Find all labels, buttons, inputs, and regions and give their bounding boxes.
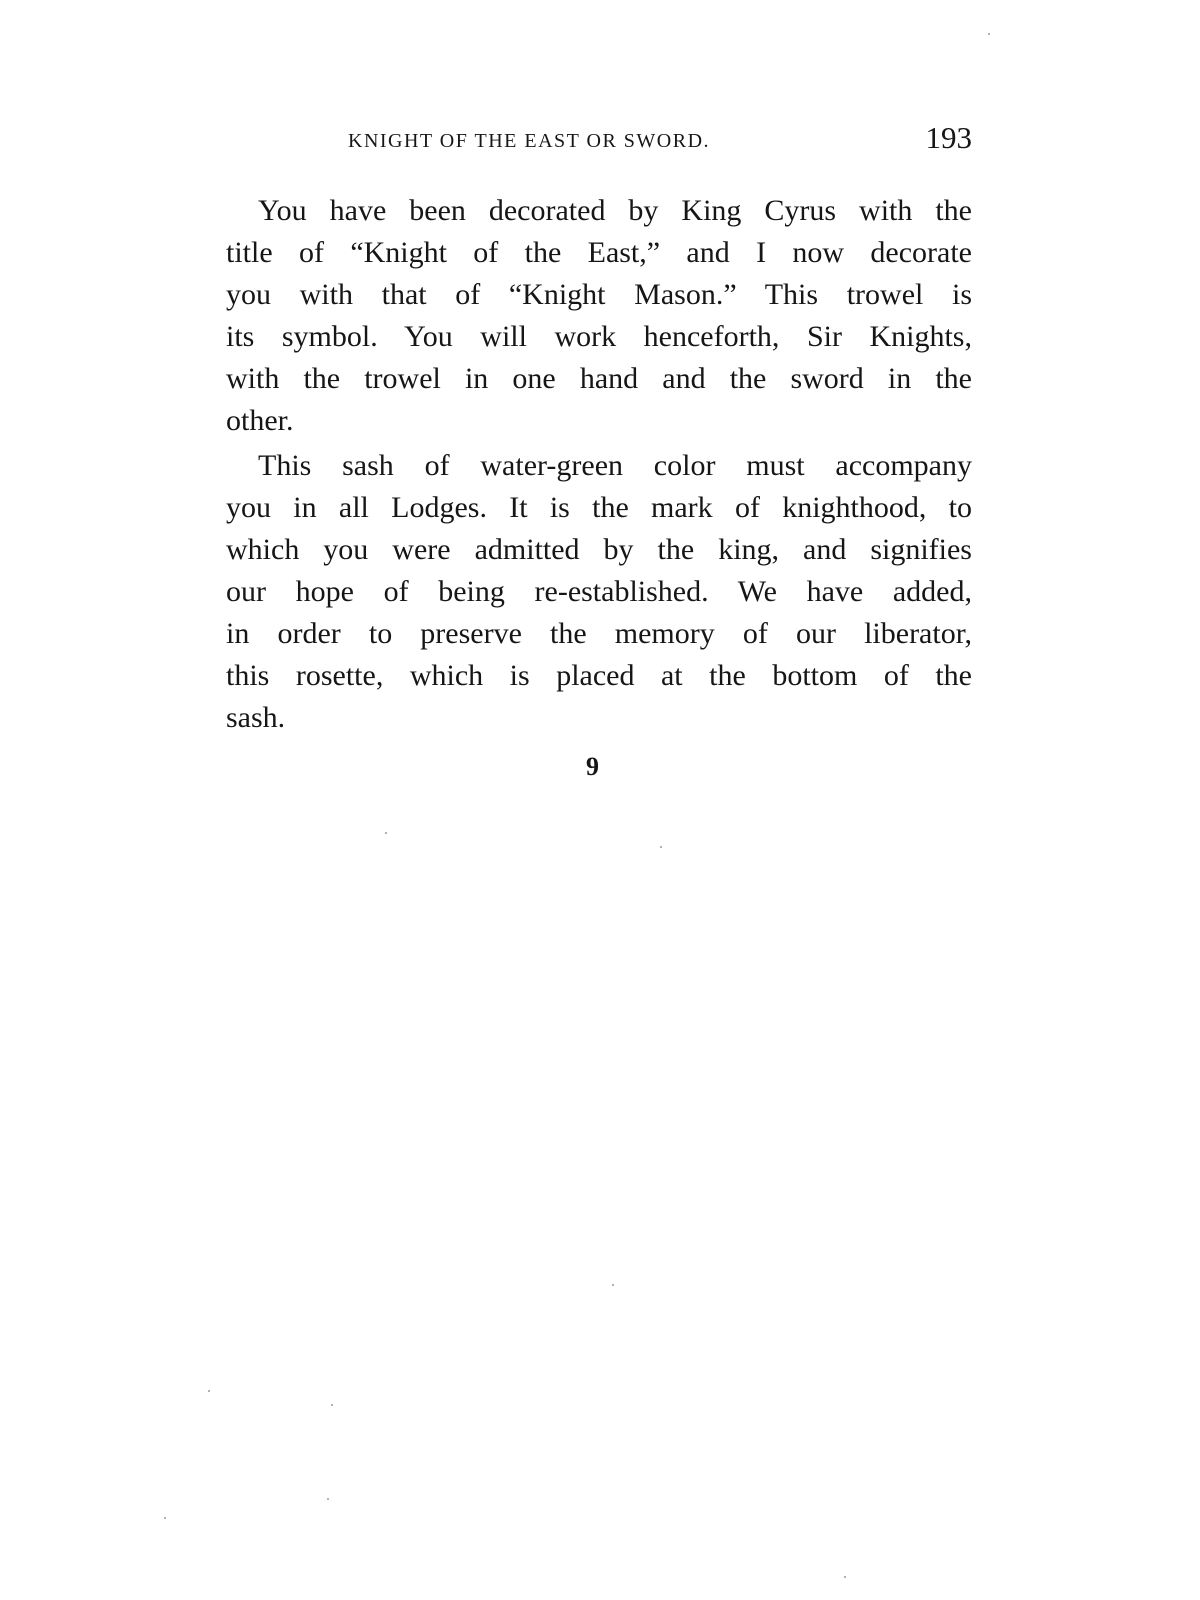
text-line: in order to preserve the memory of our liberator, [226,617,972,650]
text-line: other. [226,404,294,437]
text-line: with the trowel in one hand and the sword in the [226,362,972,395]
text-line: our hope of being re-established. We have added, [226,575,972,608]
scan-speck [844,1576,846,1578]
scan-speck [327,1498,329,1500]
scan-speck [385,832,387,834]
paragraph-2 [226,445,972,739]
text-line: you with that of “Knight Mason.” This trowel is [226,278,972,311]
body-text [226,190,972,739]
running-title: KNIGHT OF THE EAST OR SWORD. [348,130,711,152]
scan-speck [660,846,662,848]
running-head [226,120,972,160]
signature-mark: 9 [586,752,599,781]
page-number: 193 [925,120,972,155]
text-line: this rosette, which is placed at the bottom of the [226,659,972,692]
scan-speck [164,1517,166,1519]
text-line: sash. [226,701,286,734]
text-line: which you were admitted by the king, and signifies [226,533,972,566]
text-line: This sash of water-green color must accompany [258,449,972,482]
paragraph-1 [226,190,972,442]
scan-speck [612,1284,614,1286]
scan-speck [331,1404,333,1406]
text-line: title of “Knight of the East,” and I now decorate [226,236,972,269]
text-line: You have been decorated by King Cyrus with the [258,194,972,227]
scan-speck [988,33,990,35]
scan-speck [208,1390,210,1392]
text-line: its symbol. You will work henceforth, Sir Knights, [226,320,972,353]
text-line: you in all Lodges. It is the mark of knighthood, to [226,491,972,524]
